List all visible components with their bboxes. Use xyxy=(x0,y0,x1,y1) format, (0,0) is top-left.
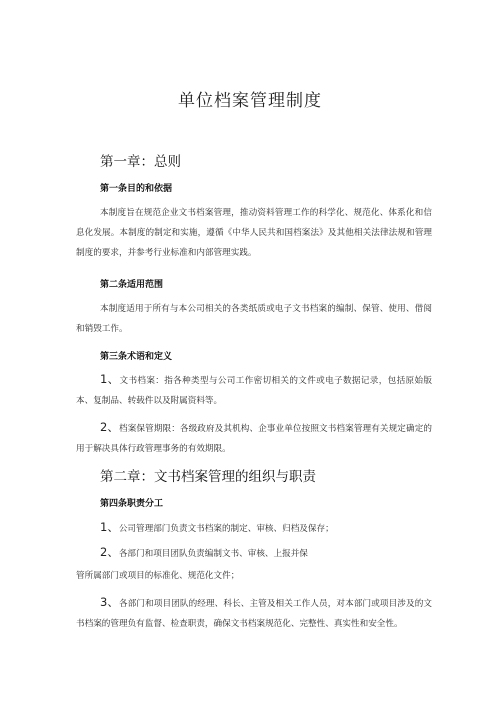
duty-item-2 xyxy=(76,542,432,564)
definition-item-2 xyxy=(76,417,432,459)
item-number: 3、 xyxy=(100,595,120,609)
article-2-paragraph: 本制度适用于所有与本公司相关的各类纸质或电子文书档案的编制、保管、使用、借阅和销毁工作。 xyxy=(76,304,432,334)
item-text: 档案保管期限：各级政府及其机构、企事业单位按照文书档案管理有关规定确定的用于解决具体行政管理事务的有效期限。 xyxy=(76,424,432,454)
duty-item-3 xyxy=(76,592,432,634)
item-number: 1、 xyxy=(100,372,120,386)
document-title: 单位档案管理制度 xyxy=(178,91,322,111)
article-2-heading: 第二条适用范围 xyxy=(100,280,164,290)
chapter-2-heading: 第二章：文书档案管理的组织与职责 xyxy=(100,469,316,485)
article-1-paragraph: 本制度旨在规范企业文书档案管理，推动资料管理工作的科学化、规范化、体系化和信息化发展。本制度的制定和实施，遵循《中华人民共和国档案法》及其他相关法律法规和管理制度的要求，并参考行业标准和内部管理实践。 xyxy=(76,208,432,258)
item-number: 2、 xyxy=(100,420,120,434)
item-text: 各部门和项目团队的经理、科长、主管及相关工作人员，对本部门或项目涉及的文书档案的管理负有监督、检查职责，确保文书档案规范化、完整性、真实性和安全性。 xyxy=(76,599,432,629)
item-text: 公司管理部门负责文书档案的制定、审核、归档及保存； xyxy=(118,524,334,534)
duty-item-1 xyxy=(76,517,432,539)
chapter-1-heading: 第一章：总则 xyxy=(100,154,181,170)
item-number: 1、 xyxy=(100,520,119,534)
item-number: 2、 xyxy=(100,545,119,559)
duty-item-2-continuation: 管所属部门或项目的标准化、规范化文件； xyxy=(76,571,240,581)
item-text: 各部门和项目团队负责编制文书、审核、上报并保 xyxy=(118,549,308,559)
article-4-heading: 第四条职责分工 xyxy=(100,499,164,509)
article-1-heading: 第一条目的和依据 xyxy=(100,184,173,194)
definition-item-1 xyxy=(76,369,432,411)
item-text: 文书档案：指各种类型与公司工作密切相关的文件或电子数据记录，包括原始版本、复制品、转载件以及附属资料等。 xyxy=(76,376,432,406)
article-3-heading: 第三条术语和定义 xyxy=(100,352,173,362)
